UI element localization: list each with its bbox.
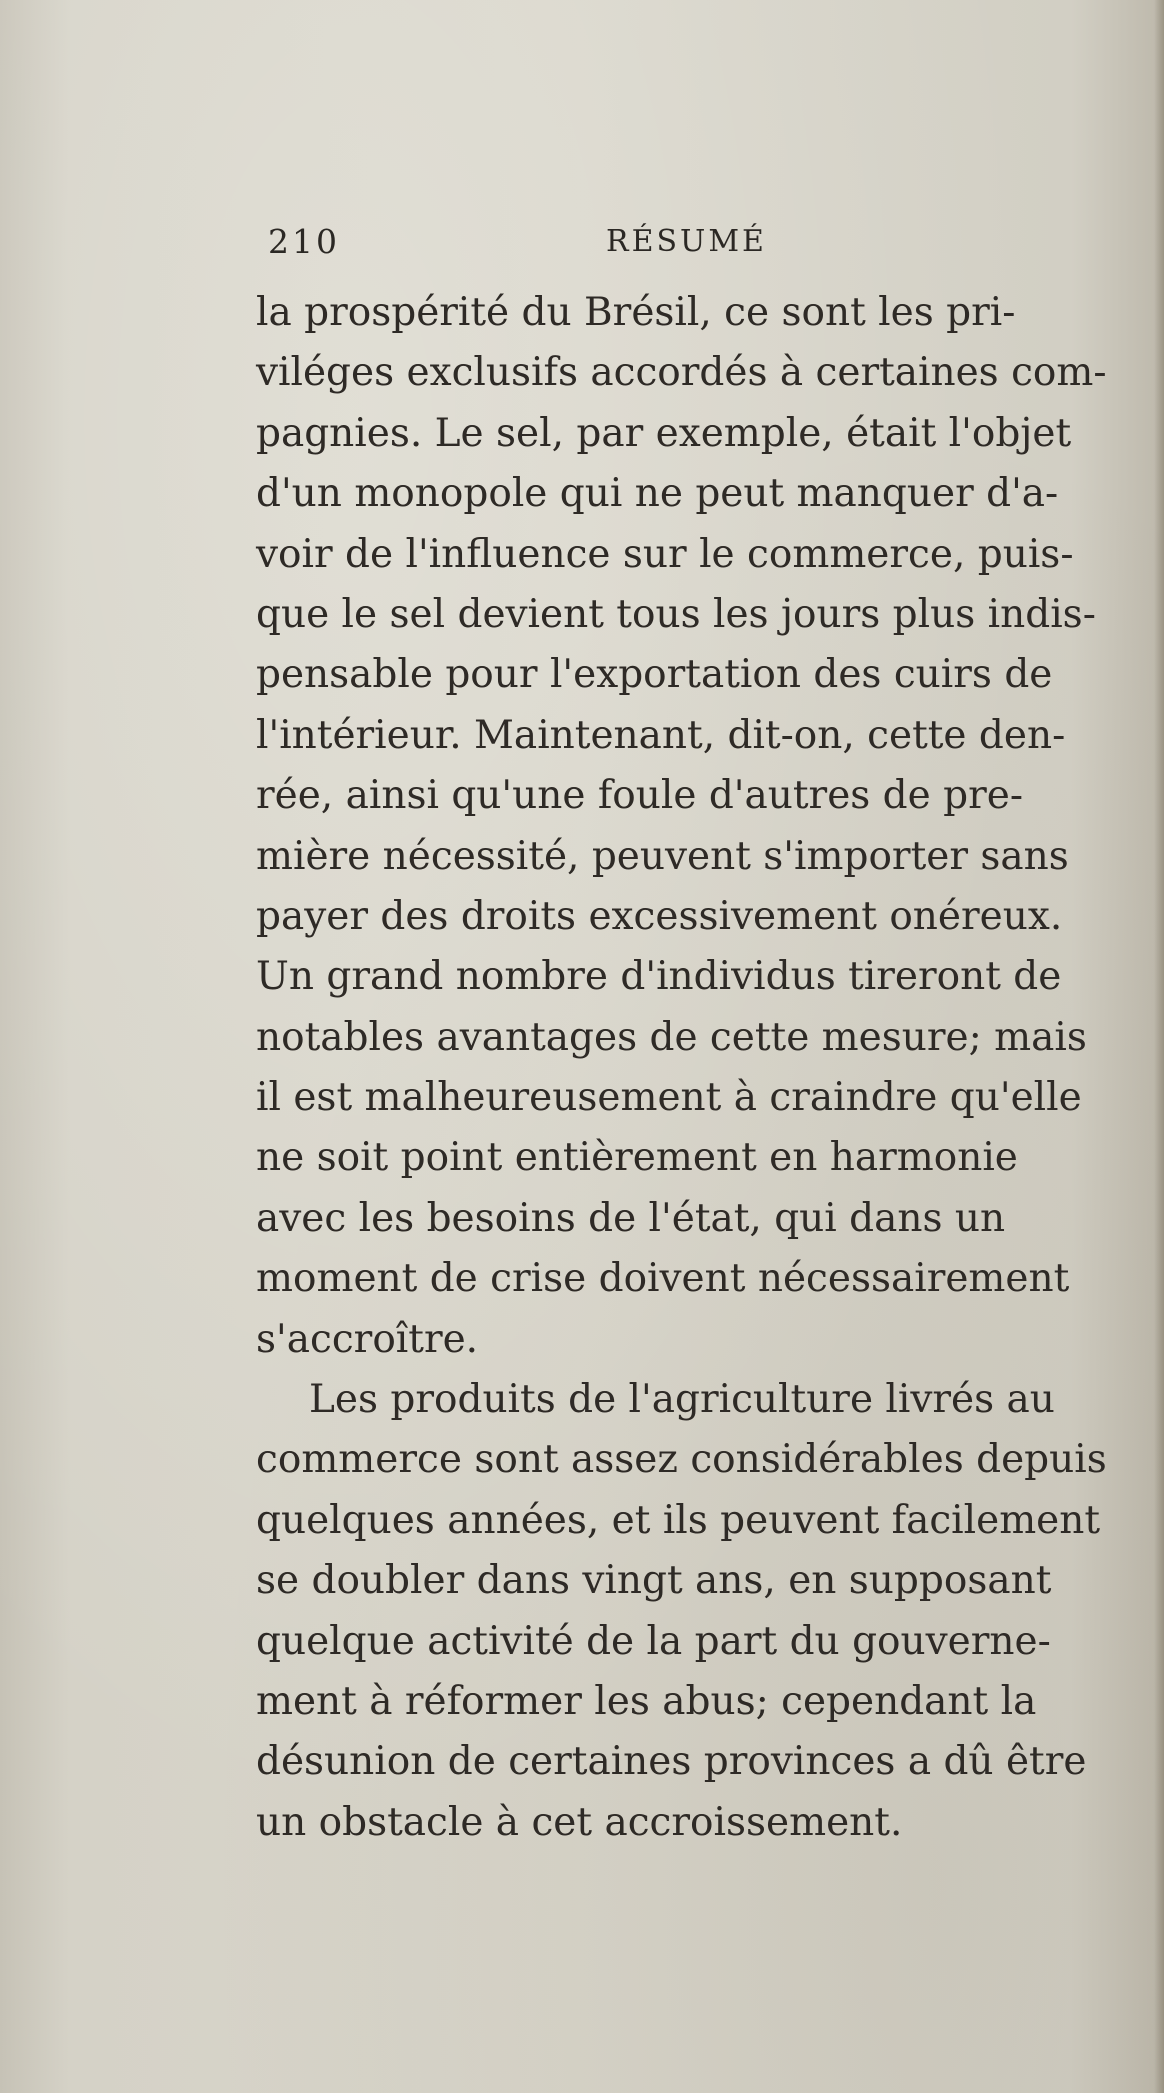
text-line: viléges exclusifs accordés à certaines com- xyxy=(256,350,1107,396)
text-line: s'accroître. xyxy=(256,1316,479,1362)
paragraph-start-line: Les produits de l'agriculture livrés au xyxy=(309,1377,1055,1423)
text-line: notables avantages de cette mesure; mais xyxy=(256,1014,1087,1060)
text-line: quelques années, et ils peuvent facilement xyxy=(256,1497,1101,1543)
text-line: quelque activité de la part du gouverne- xyxy=(256,1618,1051,1664)
text-line: mière nécessité, peuvent s'importer sans xyxy=(256,833,1069,879)
text-line: il est malheureusement à craindre qu'elle xyxy=(256,1075,1082,1121)
page-number: 210 xyxy=(268,222,340,261)
body-text xyxy=(256,283,1151,1853)
text-line: pagnies. Le sel, par exemple, était l'objet xyxy=(256,410,1072,456)
text-line: moment de crise doivent nécessairement xyxy=(256,1256,1070,1302)
text-line: que le sel devient tous les jours plus indis- xyxy=(256,591,1096,637)
text-line: l'intérieur. Maintenant, dit-on, cette den- xyxy=(256,712,1066,758)
text-line: d'un monopole qui ne peut manquer d'a- xyxy=(256,471,1059,517)
text-line: rée, ainsi qu'une foule d'autres de pre- xyxy=(256,773,1023,819)
text-line: ment à réformer les abus; cependant la xyxy=(256,1678,1037,1724)
running-head: RÉSUMÉ xyxy=(606,224,767,259)
text-line: commerce sont assez considérables depuis xyxy=(256,1437,1107,1483)
text-line: ne soit point entièrement en harmonie xyxy=(256,1135,1018,1181)
text-line: pensable pour l'exportation des cuirs de xyxy=(256,652,1053,698)
text-line: un obstacle à cet accroissement. xyxy=(256,1799,903,1845)
page-edge-shadow xyxy=(1154,0,1164,2093)
text-line: avec les besoins de l'état, qui dans un xyxy=(256,1195,1006,1241)
text-line: se doubler dans vingt ans, en supposant xyxy=(256,1558,1052,1604)
text-line: la prospérité du Brésil, ce sont les pri- xyxy=(256,290,1016,335)
page-header xyxy=(268,222,808,262)
text-line: désunion de certaines provinces a dû être xyxy=(256,1739,1087,1785)
text-line: Un grand nombre d'individus tireront de xyxy=(256,954,1062,1000)
text-line: payer des droits excessivement onéreux. xyxy=(256,893,1063,939)
text-line: voir de l'influence sur le commerce, puis- xyxy=(256,531,1074,577)
